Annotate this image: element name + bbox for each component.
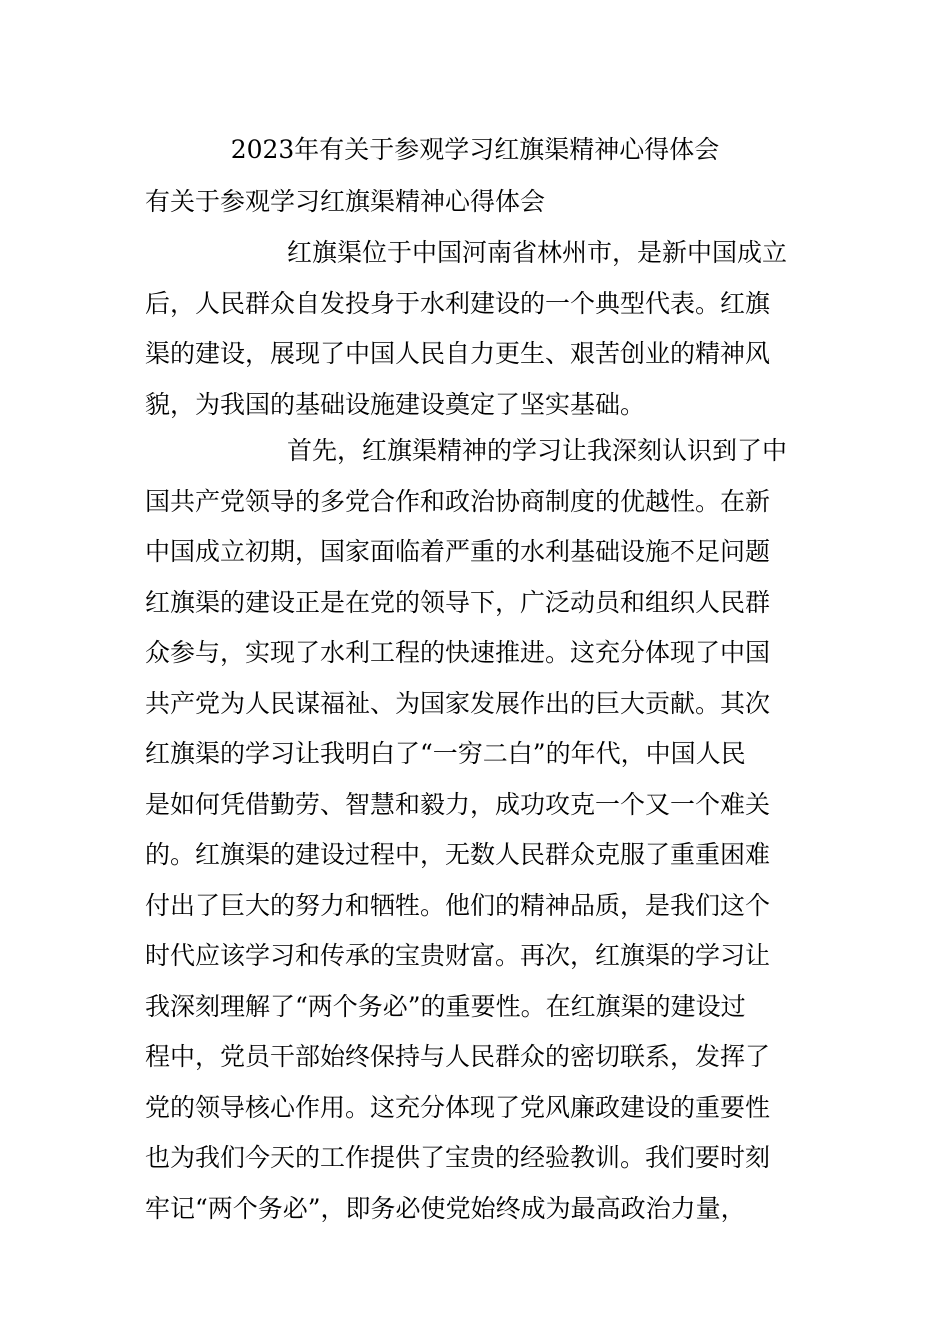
- paragraph-line: 红旗渠位于中国河南省林州市，是新中国成立: [287, 238, 788, 267]
- document-subtitle: 有关于参观学习红旗渠精神心得体会: [145, 187, 546, 216]
- paragraph-line: 红旗渠的建设正是在党的领导下，广泛动员和组织人民群: [145, 587, 771, 617]
- document-title: 2023年有关于参观学习红旗渠精神心得体会: [230, 135, 720, 164]
- paragraph-line: 付出了巨大的努力和牺牲。他们的精神品质，是我们这个: [145, 890, 771, 920]
- paragraph-1: [145, 228, 810, 430]
- paragraph-line: 牢记“两个务必”，即务必使党始终成为最高政治力量，: [145, 1193, 746, 1223]
- paragraph-line: 中国成立初期，国家面临着严重的水利基础设施不足问题: [145, 537, 771, 566]
- paragraph-line: 渠的建设，展现了中国人民自力更生、艰苦创业的精神风: [145, 339, 771, 368]
- paragraph-line: 党的领导核心作用。这充分体现了党风廉政建设的重要性: [145, 1092, 771, 1122]
- paragraph-line: 后，人民群众自发投身于水利建设的一个典型代表。红旗: [145, 288, 771, 318]
- paragraph-line: 共产党为人民谋福祉、为国家发展作出的巨大贡献。其次: [145, 688, 771, 718]
- paragraph-line: 是如何凭借勤劳、智慧和毅力，成功攻克一个又一个难关: [145, 789, 771, 819]
- paragraph-line: 首先，红旗渠精神的学习让我深刻认识到了中: [287, 436, 788, 465]
- paragraph-line: 貌，为我国的基础设施建设奠定了坚实基础。: [145, 389, 646, 419]
- paragraph-line: 红旗渠的学习让我明白了“一穷二白”的年代，中国人民: [145, 739, 746, 768]
- paragraph-line: 时代应该学习和传承的宝贵财富。再次，红旗渠的学习让: [145, 941, 771, 970]
- paragraph-2: [145, 426, 810, 1234]
- paragraph-line: 众参与，实现了水利工程的快速推进。这充分体现了中国: [145, 638, 771, 667]
- paragraph-line: 也为我们今天的工作提供了宝贵的经验教训。我们要时刻: [145, 1143, 771, 1172]
- paragraph-line: 程中，党员干部始终保持与人民群众的密切联系，发挥了: [145, 1042, 771, 1071]
- paragraph-line: 国共产党领导的多党合作和政治协商制度的优越性。在新: [145, 486, 771, 516]
- paragraph-line: 的。红旗渠的建设过程中，无数人民群众克服了重重困难: [145, 840, 771, 869]
- paragraph-line: 我深刻理解了“两个务必”的重要性。在红旗渠的建设过: [145, 991, 746, 1021]
